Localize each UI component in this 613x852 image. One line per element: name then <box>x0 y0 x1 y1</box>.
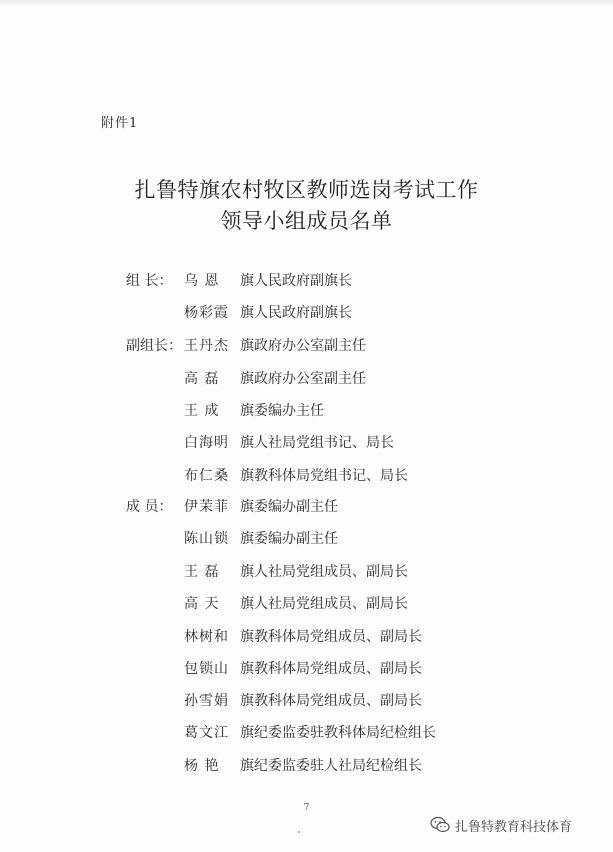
member-post: 旗人民政府副旗长 <box>240 273 352 289</box>
member-row <box>0 691 613 711</box>
member-row <box>0 303 613 323</box>
member-name: 孙雪娟 <box>184 693 229 709</box>
member-name: 林树和 <box>184 629 229 645</box>
member-row <box>0 369 613 389</box>
member-name: 高 磊 <box>184 371 220 387</box>
member-post: 旗政府办公室副主任 <box>240 338 366 354</box>
member-name: 白海明 <box>184 435 229 451</box>
member-row <box>0 659 613 679</box>
watermark <box>430 815 572 835</box>
member-post: 旗教科体局党组成员、副局长 <box>240 661 422 677</box>
member-post: 旗教科体局党组书记、局长 <box>240 468 408 484</box>
member-row <box>0 271 613 291</box>
member-name: 葛文江 <box>184 725 229 741</box>
member-name: 杨彩霞 <box>184 305 229 321</box>
member-name: 王 成 <box>184 403 220 419</box>
member-row <box>0 401 613 421</box>
watermark-text: 扎鲁特教育科技体育 <box>455 819 573 835</box>
member-post: 旗政府办公室副主任 <box>240 371 366 387</box>
member-role: 副组长： <box>126 338 182 354</box>
member-post: 旗委编办主任 <box>240 403 324 419</box>
member-row <box>0 562 613 582</box>
member-post: 旗人社局党组书记、局长 <box>240 435 394 451</box>
document-title-line-2: 领导小组成员名单 <box>220 209 393 233</box>
member-row <box>0 594 613 614</box>
member-post: 旗纪委监委驻人社局纪检组长 <box>240 758 422 774</box>
member-post: 旗人社局党组成员、副局长 <box>240 596 408 612</box>
member-row <box>0 433 613 453</box>
member-name: 乌 恩 <box>184 273 220 289</box>
member-row <box>0 756 613 776</box>
wechat-icon <box>430 816 450 834</box>
page-number: 7 <box>303 803 310 813</box>
scan-edge-shadow <box>0 0 613 6</box>
member-role: 组 长： <box>126 273 173 289</box>
member-post: 旗教科体局党组成员、副局长 <box>240 693 422 709</box>
member-name: 布仁桑 <box>184 468 229 484</box>
member-name: 高 天 <box>184 596 220 612</box>
member-row <box>0 466 613 486</box>
member-row <box>0 723 613 743</box>
member-name: 王 磊 <box>184 564 220 580</box>
member-name: 包锁山 <box>184 661 229 677</box>
member-role: 成 员： <box>126 499 173 515</box>
member-row <box>0 627 613 647</box>
member-row <box>0 336 613 356</box>
member-name: 王丹杰 <box>184 338 229 354</box>
member-post: 旗教科体局党组成员、副局长 <box>240 629 422 645</box>
member-row <box>0 497 613 517</box>
member-name: 陈山锁 <box>184 531 229 547</box>
scan-dot <box>298 831 300 833</box>
member-name: 伊茉菲 <box>184 499 229 515</box>
member-post: 旗纪委监委驻教科体局纪检组长 <box>240 725 436 741</box>
member-post: 旗委编办副主任 <box>240 531 338 547</box>
member-name: 杨 艳 <box>184 758 220 774</box>
member-row <box>0 529 613 549</box>
member-post: 旗人民政府副旗长 <box>240 305 352 321</box>
document-title-line-1: 扎鲁特旗农村牧区教师选岗考试工作 <box>134 178 479 202</box>
member-post: 旗人社局党组成员、副局长 <box>240 564 408 580</box>
member-post: 旗委编办副主任 <box>240 499 338 515</box>
attachment-label: 附件1 <box>101 116 139 131</box>
